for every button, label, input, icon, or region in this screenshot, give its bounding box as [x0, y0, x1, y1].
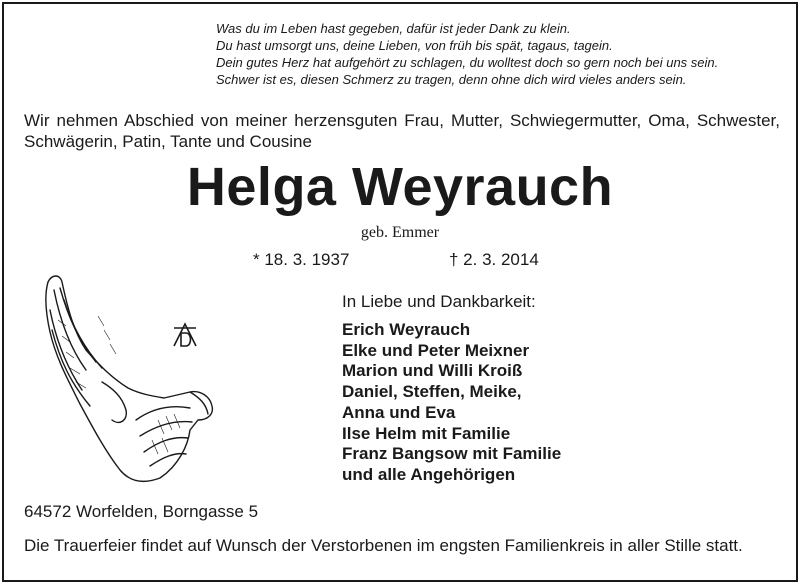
mourner: und alle Angehörigen: [342, 464, 516, 484]
thanks-line: In Liebe und Dankbarkeit:: [342, 292, 536, 311]
mourner: Marion und Willi Kroiß: [342, 361, 523, 381]
deceased-name: Helga Weyrauch: [186, 157, 614, 217]
mourner: Anna und Eva: [342, 402, 456, 422]
poem: [216, 20, 786, 88]
poem-line: Schwer ist es, diesen Schmerz zu tragen, denn ohne dich wird vieles anders sein.: [216, 72, 687, 87]
poem-line: Du hast umsorgt uns, deine Lieben, von früh bis spät, tagaus, tagein.: [216, 38, 613, 53]
monogram: [172, 322, 198, 348]
maiden-name: geb. Emmer: [360, 224, 440, 241]
birth-date: * 18. 3. 1937: [253, 250, 350, 269]
poem-line: Was du im Leben hast gegeben, dafür ist jeder Dank zu klein.: [216, 21, 571, 36]
mourners-list: [342, 320, 561, 486]
mourner: Ilse Helm mit Familie: [342, 423, 511, 443]
service-note: Die Trauerfeier findet auf Wunsch der Verstorbenen im engsten Familienkreis in aller Stille statt.: [24, 536, 743, 555]
intro-text: Wir nehmen Abschied von meiner herzensguten Frau, Mutter, Schwiegermutter, Oma, Schwester, Schwägerin, Patin, Tante und Cousine: [24, 111, 780, 151]
mourner: Daniel, Steffen, Meike,: [342, 382, 522, 402]
death-date: † 2. 3. 2014: [449, 250, 539, 269]
poem-line: Dein gutes Herz hat aufgehört zu schlagen, du wolltest doch so gern noch bei uns sein.: [216, 55, 719, 70]
mourner: Erich Weyrauch: [342, 320, 471, 339]
mourner: Franz Bangsow mit Familie: [342, 444, 562, 464]
address: 64572 Worfelden, Borngasse 5: [24, 502, 259, 521]
praying-hands-illustration: [40, 270, 225, 490]
mourner: Elke und Peter Meixner: [342, 340, 530, 360]
